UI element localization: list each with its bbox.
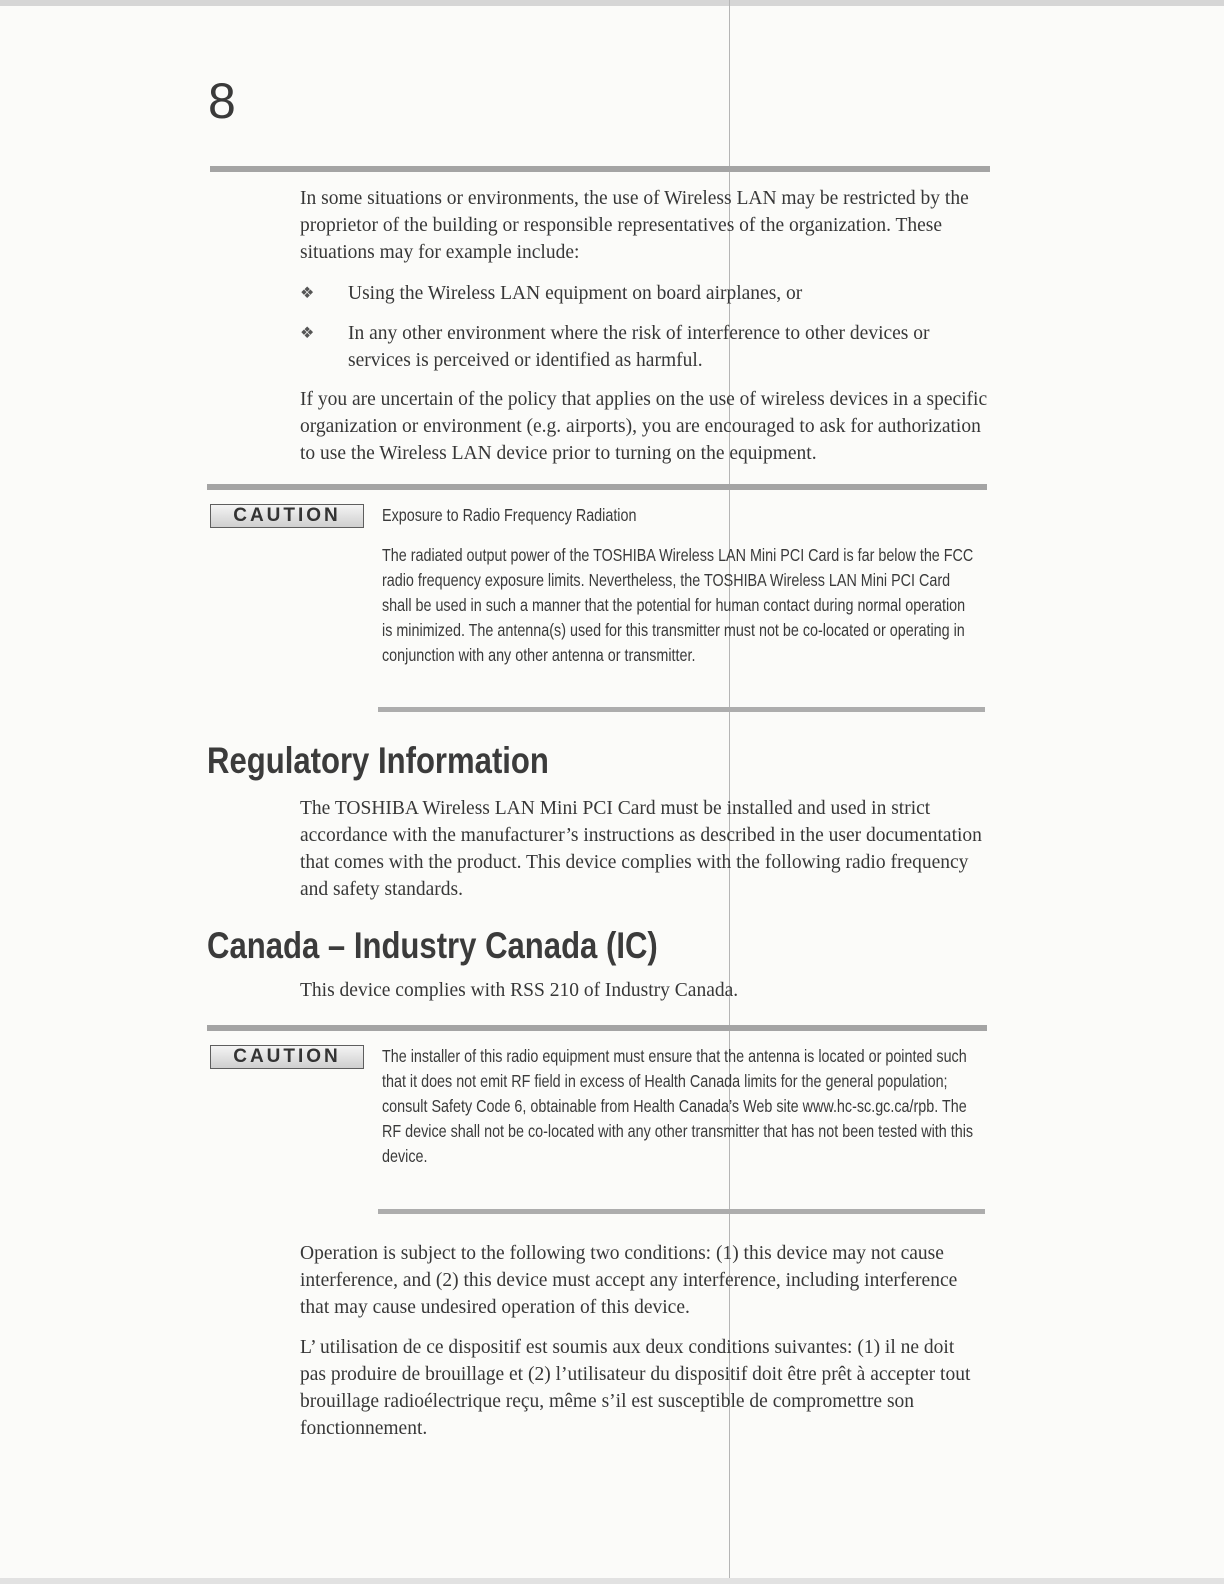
canada-heading: Canada – Industry Canada (IC) (207, 925, 658, 966)
caution-bottom-rule (378, 1209, 985, 1214)
page-number: 8 (208, 73, 236, 129)
caution-top-rule (207, 1025, 987, 1031)
top-rule (210, 166, 990, 172)
bullet-text: Using the Wireless LAN equipment on board airplanes, or (348, 283, 803, 304)
bullet-icon: ❖ (300, 285, 315, 302)
caution-bottom-rule (378, 707, 985, 712)
scan-top-edge (0, 0, 1224, 6)
caution-badge: CAUTION (210, 504, 364, 528)
scan-bottom-edge (0, 1578, 1224, 1584)
regulatory-paragraph: The TOSHIBA Wireless LAN Mini PCI Card must be installed and used in strict accordance with the manufacturer’s instructions as described in the user documentation that comes with the product. This device complies with the following radio frequency and safety standards. (300, 798, 982, 900)
operation-paragraph: Operation is subject to the following two conditions: (1) this device may not cause interference, and (2) this device must accept any interference, including interference that may cause undesired operation of this device. (300, 1243, 958, 1318)
caution-badge: CAUTION (210, 1045, 364, 1069)
intro-paragraph: In some situations or environments, the use of Wireless LAN may be restricted by the proprietor of the building or responsible representatives of the organization. These situations may for example include: (300, 188, 969, 263)
canada-paragraph: This device complies with RSS 210 of Industry Canada. (300, 980, 739, 1001)
caution-text: The radiated output power of the TOSHIBA Wireless LAN Mini PCI Card is far below the FCC radio frequency exposure limits. Nevertheless, the TOSHIBA Wireless LAN Mini PCI Card shall be used in such a manner that the potential for human contact during normal operation is minimized. The antenna(s) used for this transmitter must not be co-located or operating in conjunction with any other antenna or transmitter. (382, 545, 974, 665)
policy-paragraph: If you are uncertain of the policy that applies on the use of wireless devices in a specific organization or environment (e.g. airports), you are encouraged to ask for authorization to use the Wireless LAN device prior to turning on the equipment. (300, 389, 988, 464)
caution-top-rule (207, 484, 987, 490)
caution-title: Exposure to Radio Frequency Radiation (382, 505, 637, 525)
bullet-text: In any other environment where the risk of interference to other devices or services is perceived or identified as harmful. (348, 323, 930, 371)
caution-text: The installer of this radio equipment must ensure that the antenna is located or pointed such that it does not emit RF field in excess of Health Canada limits for the general population; consult Safety Code 6, obtainable from Health Canada’s Web site www.hc-sc.gc.ca/rpb. The RF device shall not be co-located with any other transmitter that has not been tested with this device. (382, 1046, 974, 1166)
operation-paragraph-french: L’ utilisation de ce dispositif est soumis aux deux conditions suivantes: (1) il ne doit pas produire de brouillage et (2) l’utilisateur du dispositif doit être prêt à accepter tout brouillage radioélectrique reçu, même s’il est susceptible de compromettre son fonctionnement. (300, 1337, 971, 1439)
regulatory-heading: Regulatory Information (207, 740, 549, 781)
bullet-icon: ❖ (300, 325, 315, 342)
